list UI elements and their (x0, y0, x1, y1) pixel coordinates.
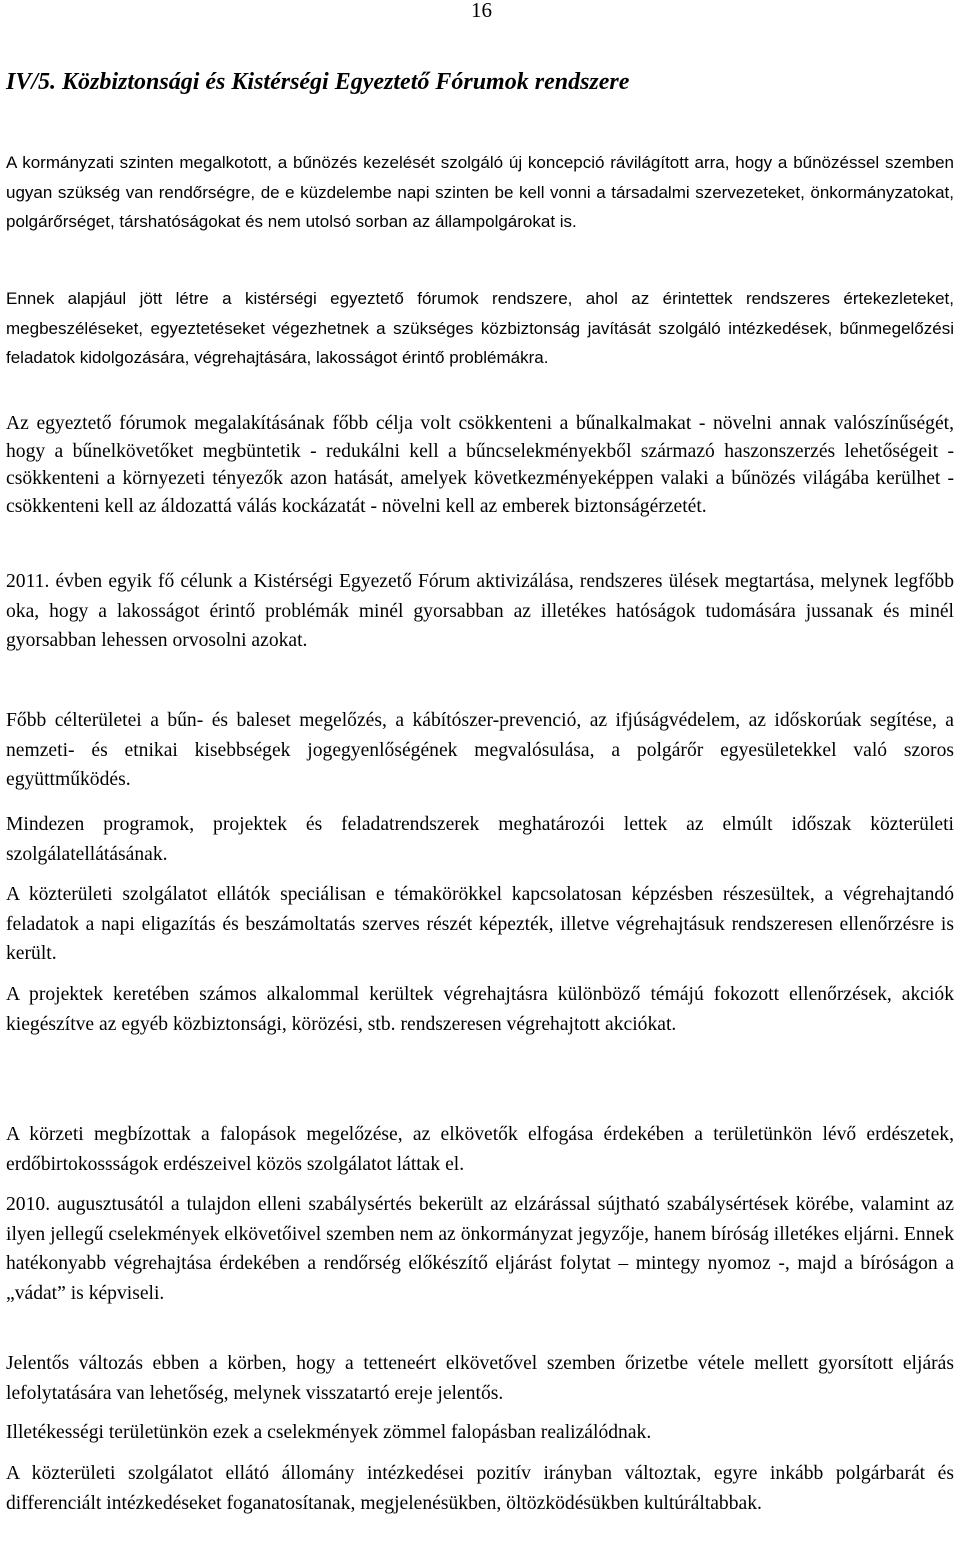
paragraph-2: Ennek alapjául jött létre a kistérségi egyeztető fórumok rendszere, ahol az érintettek rendszeres értekezleteket, megbeszéléseket, egyeztetéseket végezhetnek a szükséges közbiztonság javítását szolgáló intézkedések, bűnmegelőzési feladatok kidolgozására, végrehajtására, lakosságot érintő problémákra. (6, 289, 954, 367)
paragraph-13: A közterületi szolgálatot ellátó állomány intézkedései pozitív irányban változtak, egyre inkább polgárbarát és differenciált intézkedéseket foganatosítanak, megjelenésükben, öltözködésükben kultúráltabbak. (6, 1463, 954, 1514)
paragraph-6: Mindezen programok, projektek és feladatrendszerek meghatározói lettek az elmúlt időszak közterületi szolgálatellátásának. (6, 814, 954, 865)
paragraph-9: A körzeti megbízottak a falopások megelőzése, az elkövetők elfogása érdekében a területünkön lévő erdészetek, erdőbirtokossságok erdészeivel közös szolgálatot láttak el. (6, 1124, 954, 1175)
paragraph-8: A projektek keretében számos alkalommal kerültek végrehajtásra különböző témájú fokozott ellenőrzések, akciók kiegészítve az egyéb közbiztonsági, körözési, stb. rendszeresen végrehajtott akciókat. (6, 984, 954, 1035)
paragraph-11: Jelentős változás ebben a körben, hogy a tetteneért elkövetővel szemben őrizetbe vétele mellett gyorsított eljárás lefolytatására van lehetőség, melynek visszatartó ereje jelentős. (6, 1353, 954, 1404)
page-number: 16 (471, 0, 492, 22)
paragraph-12: Illetékességi területünkön ezek a cselekmények zömmel falopásban realizálódnak. (6, 1422, 652, 1443)
paragraph-7: A közterületi szolgálatot ellátók speciálisan e témakörökkel kapcsolatosan képzésben részesültek, a végrehajtandó feladatok a napi eligazítás és beszámoltatás szerves részét képezték, illetve végrehajtásuk rendszeresen ellenőrzésre is került. (6, 884, 954, 964)
paragraph-1: A kormányzati szinten megalkotott, a bűnözés kezelését szolgáló új koncepció rávilágított arra, hogy a bűnözéssel szemben ugyan szükség van rendőrségre, de e küzdelembe napi szinten be kell vonni a társadalmi szervezeteket, önkormányzatokat, polgárőrséget, társhatóságokat és nem utolsó sorban az állampolgárokat is. (6, 153, 954, 231)
paragraph-3: Az egyeztető fórumok megalakításának főbb célja volt csökkenteni a bűnalkalmakat - növelni annak valószínűségét, hogy a bűnelkövetőket megbüntetik - redukálni kell a bűncselekményekből származó haszonszerzés lehetőségeit - csökkenteni a környezeti tényezők azon hatását, amelyek következményeképpen valaki a bűnözés világába kerülhet - csökkenteni kell az áldozattá válás kockázatát - növelni kell az emberek biztonságérzetét. (6, 413, 954, 517)
section-heading: IV/5. Közbiztonsági és Kistérségi Egyeztető Fórumok rendszere (6, 69, 630, 95)
paragraph-4: 2011. évben egyik fő célunk a Kistérségi Egyezető Fórum aktivizálása, rendszeres ülések megtartása, melynek legfőbb oka, hogy a lakosságot érintő problémák minél gyorsabban az illetékes hatóságok tudomására jussanak és minél gyorsabban lehessen orvosolni azokat. (6, 571, 954, 651)
paragraph-5: Főbb célterületei a bűn- és baleset megelőzés, a kábítószer-prevenció, az ifjúságvédelem, az időskorúak segítése, a nemzeti- és etnikai kisebbségek jogegyenlőségének megvalósulása, a polgárőr egyesületekkel való szoros együttműködés. (6, 710, 954, 790)
paragraph-10: 2010. augusztusától a tulajdon elleni szabálysértés bekerült az elzárással sújtható szabálysértések körébe, valamint az ilyen jellegű cselekmények elkövetőivel szemben nem az önkormányzat jegyzője, hanem bíróság illetékes eljárni. Ennek hatékonyabb végrehajtása érdekében a rendőrség előkészítő eljárást folytat – mintegy nyomoz -, majd a bíróságon a „vádat” is képviseli. (6, 1194, 954, 1304)
